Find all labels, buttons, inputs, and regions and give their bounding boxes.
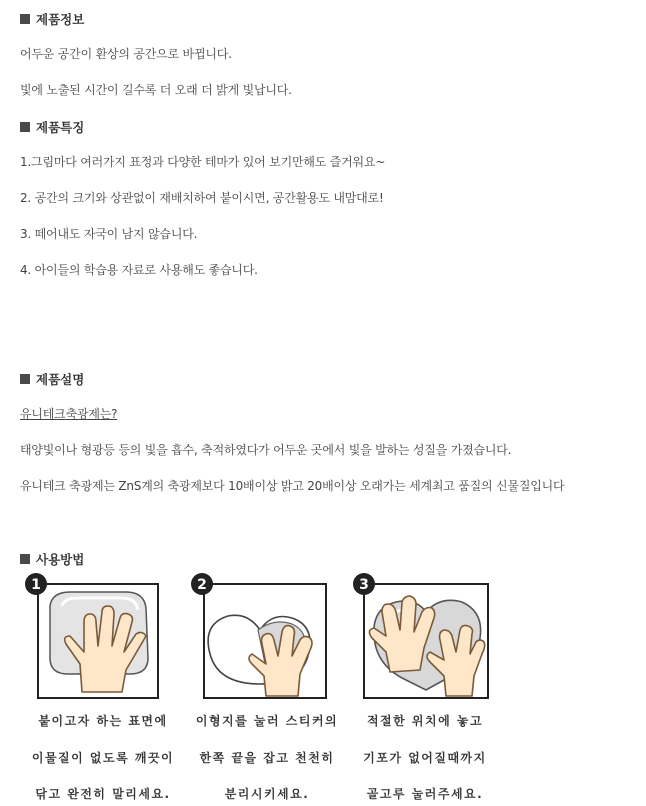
product-info-line: 빛에 노출된 시간이 길수록 더 오래 더 밝게 빛납니다. bbox=[20, 83, 292, 97]
feature-line: 4. 아이들의 학습용 자료로 사용해도 좋습니다. bbox=[20, 263, 258, 277]
feature-line: 3. 떼어내도 자국이 남지 않습니다. bbox=[20, 227, 198, 241]
product-features-heading bbox=[20, 118, 84, 136]
product-features-heading-text: 제품특징 bbox=[36, 120, 85, 135]
square-bullet-icon bbox=[20, 122, 30, 132]
square-bullet-icon bbox=[20, 554, 30, 564]
step-1-caption-line: 붙이고자 하는 표면에 bbox=[38, 714, 168, 728]
product-info-line: 어두운 공간이 환상의 공간으로 바뀝니다. bbox=[20, 47, 232, 61]
usage-step-3-illustration bbox=[350, 572, 490, 700]
usage-step-2-illustration bbox=[188, 572, 328, 700]
step-3-caption-line: 골고루 눌러주세요. bbox=[366, 787, 484, 801]
feature-line: 2. 공간의 크기와 상관없이 재배치하여 붙이시면, 공간활용도 내맘대로! bbox=[20, 191, 384, 205]
usage-step-1-illustration bbox=[22, 572, 162, 700]
hand-wiping-surface-icon bbox=[22, 572, 162, 700]
product-description-heading-text: 제품설명 bbox=[36, 372, 85, 387]
product-description-heading bbox=[20, 370, 84, 388]
step-1-number: 1 bbox=[31, 577, 41, 593]
usage-heading bbox=[20, 550, 84, 568]
hands-pressing-sticker-icon bbox=[350, 572, 490, 700]
feature-line: 1.그림마다 여러가지 표정과 다양한 테마가 있어 보기만해도 즐거워요~ bbox=[20, 155, 386, 169]
description-line: 유니테크 축광제는 ZnS계의 축광제보다 10배이상 밝고 20배이상 오래가는 세계최고 품질의 신물질입니다 bbox=[20, 479, 565, 493]
step-2-number: 2 bbox=[197, 577, 207, 593]
step-3-number: 3 bbox=[359, 577, 369, 593]
hand-peeling-sticker-icon bbox=[188, 572, 328, 700]
product-info-heading bbox=[20, 10, 84, 28]
square-bullet-icon bbox=[20, 374, 30, 384]
step-1-caption-line: 닦고 완전히 말리세요. bbox=[35, 787, 171, 801]
step-3-caption-line: 적절한 위치에 놓고 bbox=[366, 714, 484, 728]
description-line: 태양빛이나 형광등 등의 빛을 흡수, 축적하였다가 어두운 곳에서 빛을 발하는 성질을 가졌습니다. bbox=[20, 443, 512, 457]
step-2-caption-line: 한쪽 끝을 잡고 천천히 bbox=[199, 751, 335, 765]
square-bullet-icon bbox=[20, 14, 30, 24]
step-1-caption-line: 이물질이 없도록 깨끗이 bbox=[31, 751, 175, 765]
step-3-caption-line: 기포가 없어질때까지 bbox=[363, 751, 487, 765]
step-2-caption-line: 분리시키세요. bbox=[224, 787, 310, 801]
usage-heading-text: 사용방법 bbox=[36, 552, 85, 567]
unitech-phosphor-link[interactable]: 유니테크축광제는? bbox=[20, 407, 118, 421]
product-info-heading-text: 제품정보 bbox=[36, 12, 85, 27]
step-2-caption-line: 이형지를 눌러 스티커의 bbox=[195, 714, 339, 728]
